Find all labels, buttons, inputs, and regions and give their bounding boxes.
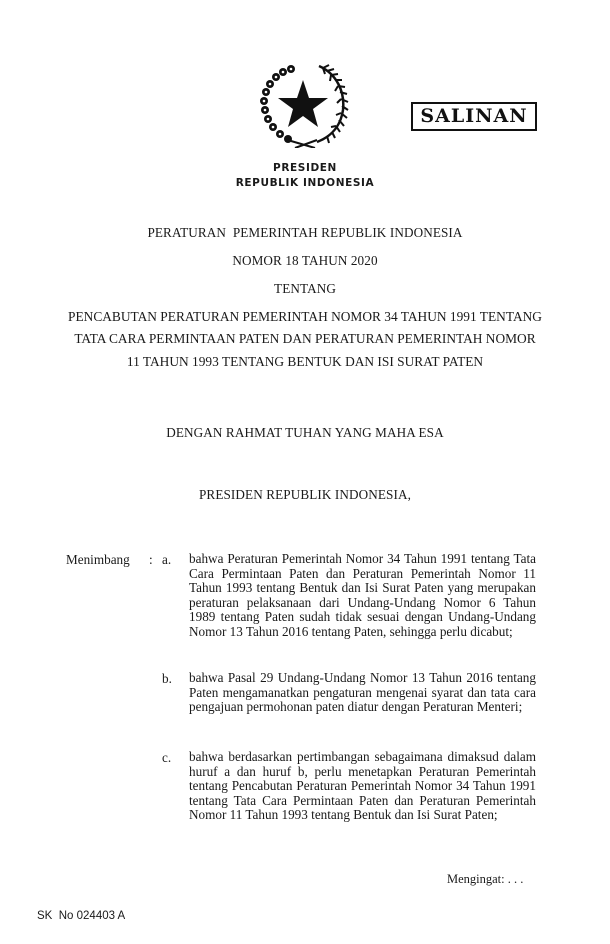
document-code: SK No 024403 A <box>37 910 126 922</box>
title-line-3: 11 TAHUN 1993 TENTANG BENTUK DAN ISI SURAT PATEN <box>126 354 484 369</box>
considerations-separator: : <box>149 552 153 567</box>
item-letter-b: b. <box>162 671 172 686</box>
enactor: PRESIDEN REPUBLIK INDONESIA, <box>199 487 411 502</box>
continuation-marker: Mengingat: . . . <box>447 872 524 886</box>
item-letter-c: c. <box>162 750 172 765</box>
copy-stamp: SALINAN <box>411 102 537 131</box>
consideration-item-c: bahwa berdasarkan pertimbangan sebagaimana dimaksud dalam huruf a dan huruf b, perlu menetapkan Peraturan Pemerintah tentang Pencabutan Peraturan Pemerintah Nomor 34 Tahun 1991 tentang Tata Cara Permintaan Paten dan Peraturan Pemerintah Nomor 11 Tahun 1993 tentang Bentuk dan Isi Surat Paten; <box>189 749 536 822</box>
considerations-label: Menimbang <box>66 552 130 567</box>
consideration-item-a: bahwa Peraturan Pemerintah Nomor 34 Tahun 1991 tentang Tata Cara Permintaan Paten dan Peraturan Pemerintah Nomor 11 Tahun 1993 tentang Bentuk dan Isi Surat Paten yang merupakan peraturan pelaksanaan dari Undang-Undang Nomor 6 Tahun 1989 tentang Paten sudah tidak sesuai dengan Undang-Undang Nomor 13 Tahun 2016 tentang Paten, sehingga perlu dicabut; <box>189 551 536 639</box>
about-label: TENTANG <box>274 281 336 296</box>
presidential-seal-icon <box>255 62 355 148</box>
invocation: DENGAN RAHMAT TUHAN YANG MAHA ESA <box>166 425 444 440</box>
document-number: NOMOR 18 TAHUN 2020 <box>232 253 378 268</box>
issuer-country: REPUBLIK INDONESIA <box>235 177 375 189</box>
title-line-1: PENCABUTAN PERATURAN PEMERINTAH NOMOR 34 TAHUN 1991 TENTANG <box>68 309 542 324</box>
document-type-heading: PERATURAN PEMERINTAH REPUBLIK INDONESIA <box>147 225 463 240</box>
issuer-title: PRESIDEN <box>273 162 337 174</box>
item-letter-a: a. <box>162 552 172 567</box>
title-line-2: TATA CARA PERMINTAAN PATEN DAN PERATURAN PEMERINTAH NOMOR <box>74 331 536 346</box>
consideration-item-b: bahwa Pasal 29 Undang-Undang Nomor 13 Tahun 2016 tentang Paten mengamanatkan pengaturan mengenai syarat dan tata cara pengajuan permohonan paten diatur dengan Peraturan Menteri; <box>189 670 536 714</box>
